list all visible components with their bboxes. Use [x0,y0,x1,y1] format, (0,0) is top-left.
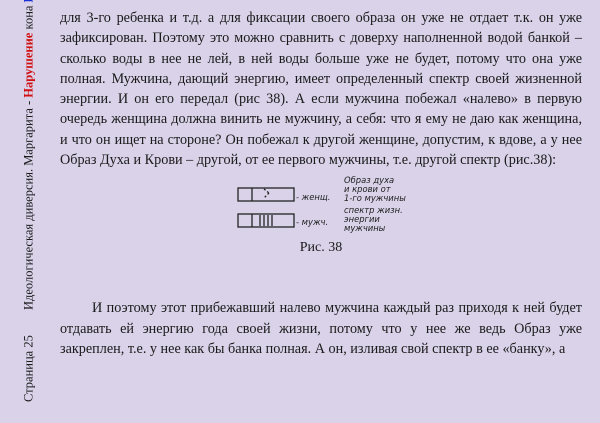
paragraph-1: для 3-го ребенка и т.д. а для фиксации своего образа он уже не отдает т.к. он уже зафиксирован. Поэтому это можно сравнить с доверху наполненной водой банкой – сколько воды в нее не лей, в ней воды больше уже не будет, потому что она уже полная. Мужчина, дающий энергию, имеет определенный спектр своей жизненной энергии. И он его передал (рис 38). А если мужчина побежал «налево» в первую очередь женщина должна винить не мужчину, а себя: что я ему не даю как женщина, и что он ищет на стороне? Он побежал к другой женщине, допустим, к вдове, а у нее Образ Духа и Крови – другой, от ее первого мужчины, т.е. другой спектр (рис.38): [60,10,582,169]
highlight-blue [22,0,36,2]
page-content [60,8,582,359]
label-krovi: и крови от [344,184,391,195]
label-male: - мужч. [296,217,329,228]
paragraph-2: И поэтому этот прибежавший налево мужчина каждый раз приходя к ней будет отдавать ей энергию года своей жизни, потому что у нее же ведь Образ уже закреплен, т.е. у нее как бы банка полная. А он, изливая свой спектр в ее «банку», а [60,300,582,357]
label-obraz: Образ духа [344,176,395,186]
figure-drawing [228,176,438,236]
label-female: - женщ. [296,192,331,203]
figure-38 [60,176,582,298]
label-energii: энергии [344,214,380,225]
sidebar-text [21,5,37,402]
page-number: Страница 25 [21,334,36,402]
figure-caption: Рис. 38 [299,240,343,256]
male-box [238,214,294,227]
female-box [238,188,294,201]
highlight-red: Нарушение [21,32,36,98]
highlight-mid: кона [21,5,36,29]
page-sidebar [18,0,40,423]
label-muzhchiny: мужчины [344,223,386,234]
label-spektr: спектр жизн. [344,205,403,216]
label-pervogo: 1-го мужчины [344,193,406,204]
book-title: Идеологическая диверсия. Маргарита - [21,100,36,310]
